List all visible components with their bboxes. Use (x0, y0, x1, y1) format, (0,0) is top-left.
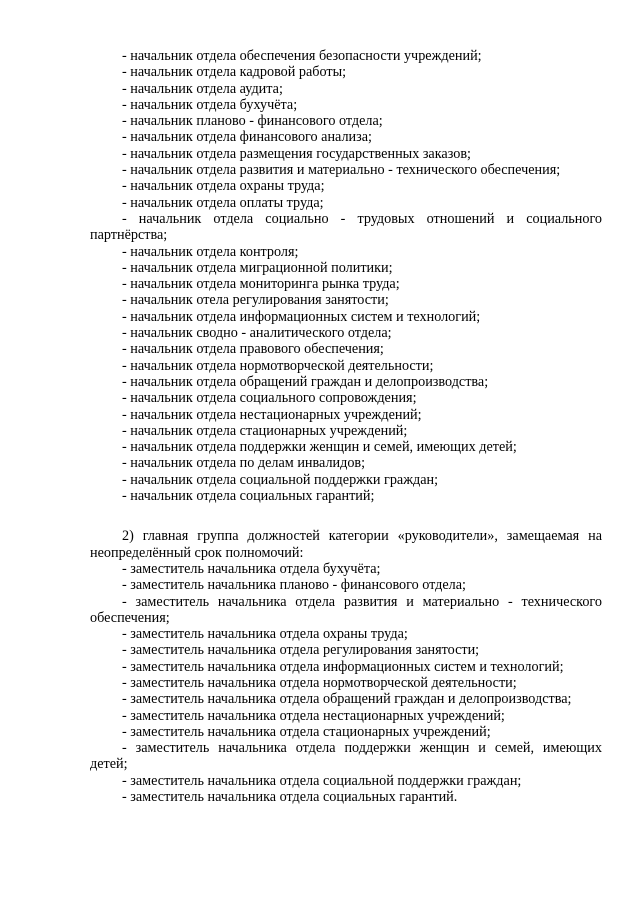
list-item: - начальник отдела аудита; (122, 80, 283, 97)
section2-heading: 2) главная группа должностей категории «руководители», замещаемая на (122, 528, 602, 545)
section2 (90, 528, 602, 805)
list-item: - начальник отдела социального сопровождения; (122, 390, 417, 407)
list-item-continuation: партнёрства; (90, 227, 168, 244)
list-item: - начальник отдела нестационарных учреждений; (122, 406, 422, 423)
list-item: - начальник отдела мониторинга рынка труда; (122, 276, 400, 293)
list-item: - начальник отдела социально - трудовых отношений и социального (122, 210, 602, 227)
list-item: - начальник отдела размещения государственных заказов; (122, 145, 471, 162)
list-item: - начальник отдела информационных систем и технологий; (122, 308, 481, 325)
list-item: - заместитель начальника отдела стационарных учреждений; (122, 723, 491, 740)
list-item: - заместитель начальника отдела развития и материально - технического (122, 593, 602, 610)
list-item: - начальник отдела контроля; (122, 243, 299, 260)
list-item: - начальник отдела по делам инвалидов; (122, 455, 366, 472)
list-item: - начальник отдела миграционной политики; (122, 259, 393, 276)
document-page (90, 48, 602, 805)
list-item: - заместитель начальника отдела обращений граждан и делопроизводства; (122, 691, 572, 708)
list-item: - заместитель начальника отдела бухучёта; (122, 560, 381, 577)
list-item: - начальник отдела финансового анализа; (122, 129, 372, 146)
list-item: - начальник отдела социальных гарантий; (122, 488, 375, 505)
section1-list (90, 48, 602, 504)
list-item: - начальник отдела кадровой работы; (122, 64, 347, 81)
list-item: - начальник отдела бухучёта; (122, 96, 298, 113)
list-item: - начальник отдела поддержки женщин и семей, имеющих детей; (122, 439, 517, 456)
list-item-continuation: детей; (90, 756, 128, 773)
list-item: - начальник отела регулирования занятости; (122, 292, 389, 309)
list-item: - заместитель начальника отдела информационных систем и технологий; (122, 658, 564, 675)
list-item: - начальник отдела нормотворческой деятельности; (122, 357, 434, 374)
list-item: - начальник отдела охраны труда; (122, 178, 325, 195)
list-item: - заместитель начальника отдела социальных гарантий. (122, 789, 458, 806)
list-item: - заместитель начальника отдела охраны труда; (122, 626, 408, 643)
list-item: - заместитель начальника отдела нестационарных учреждений; (122, 707, 505, 724)
list-item: - начальник планово - финансового отдела; (122, 113, 383, 130)
list-item: - начальник сводно - аналитического отдела; (122, 325, 392, 342)
list-item: - начальник отдела развития и материально - технического обеспечения; (122, 162, 561, 179)
section2-heading-continuation: неопределённый срок полномочий: (90, 544, 304, 561)
list-item: - заместитель начальника отдела регулирования занятости; (122, 642, 480, 659)
list-item: - начальник отдела обращений граждан и делопроизводства; (122, 373, 489, 390)
list-item: - заместитель начальника планово - финансового отдела; (122, 577, 467, 594)
list-item: - заместитель начальника отдела поддержки женщин и семей, имеющих (122, 740, 602, 757)
list-item: - начальник отдела социальной поддержки граждан; (122, 471, 439, 488)
list-item: - начальник отдела стационарных учреждений; (122, 422, 408, 439)
list-item: - начальник отдела правового обеспечения; (122, 341, 384, 358)
section-spacer (90, 504, 602, 528)
list-item: - заместитель начальника отдела нормотворческой деятельности; (122, 674, 517, 691)
list-item: - заместитель начальника отдела социальной поддержки граждан; (122, 772, 522, 789)
list-item: - начальник отдела оплаты труда; (122, 194, 324, 211)
list-item-continuation: обеспечения; (90, 609, 170, 626)
list-item: - начальник отдела обеспечения безопасности учреждений; (122, 48, 482, 64)
